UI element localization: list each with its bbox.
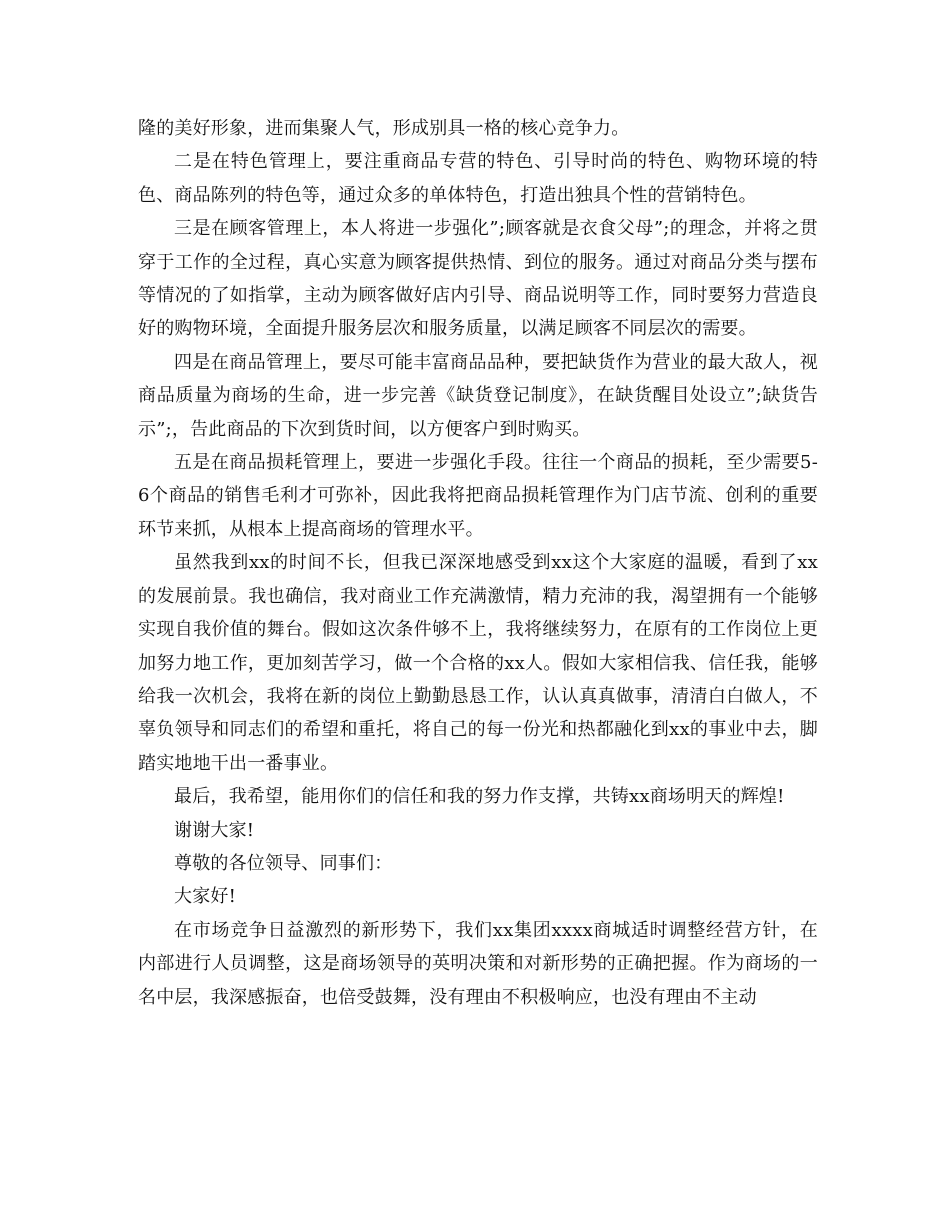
paragraph-11: 在市场竞争日益激烈的新形势下，我们xx集团xxxx商城适时调整经营方针，在内部进行人员调整，这是商场领导的英明决策和对新形势的正确把握。作为商场的一名中层，我深感振奋，也倍受鼓舞，没有理由不积极响应，也没有理由不主动 (138, 919, 818, 1008)
paragraph-2: 二是在特色管理上，要注重商品专营的特色、引导时尚的特色、购物环境的特色、商品陈列的特色等，通过众多的单体特色，打造出独具个性的营销特色。 (138, 151, 818, 206)
paragraph-5: 五是在商品损耗管理上，要进一步强化手段。往往一个商品的损耗，至少需要5-6个商品的销售毛利才可弥补，因此我将把商品损耗管理作为门店节流、创利的重要环节来抓，从根本上提高商场的管理水平。 (138, 452, 818, 540)
document-body (138, 112, 818, 1014)
paragraph-10: 大家好! (174, 886, 237, 908)
paragraph-9: 尊敬的各位领导、同事们： (174, 852, 393, 874)
paragraph-6: 虽然我到xx的时间不长，但我已深深地感受到xx这个大家庭的温暖，看到了xx的发展前景。我也确信，我对商业工作充满激情，精力充沛的我，渴望拥有一个能够实现自我价值的舞台。假如这次条件够不上，我将继续努力，在原有的工作岗位上更加努力地工作，更加刻苦学习，做一个合格的xx人。假如大家相信我、信任我，能够给我一次机会，我将在新的岗位上勤勤恳恳工作，认认真真做事，清清白白做人，不辜负领导和同志们的希望和重托，将自己的每一份光和热都融化到xx的事业中去，脚踏实地地干出一番事业。 (138, 552, 818, 774)
paragraph-7: 最后，我希望，能用你们的信任和我的努力作支撑，共铸xx商场明天的辉煌! (174, 786, 785, 808)
paragraph-4: 四是在商品管理上，要尽可能丰富商品品种，要把缺货作为营业的最大敌人，视商品质量为商场的生命，进一步完善《缺货登记制度》，在缺货醒目处设立”;缺货告示”;，告此商品的下次到货时间，以方便客户到时购买。 (138, 351, 818, 440)
paragraph-8: 谢谢大家! (174, 819, 255, 841)
paragraph-3: 三是在顾客管理上，本人将进一步强化”;顾客就是衣食父母”;的理念，并将之贯穿于工作的全过程，真心实意为顾客提供热情、到位的服务。通过对商品分类与摆布等情况的了如指掌，主动为顾客做好店内引导、商品说明等工作，同时要努力营造良好的购物环境，全面提升服务层次和服务质量，以满足顾客不同层次的需要。 (138, 218, 818, 340)
paragraph-1: 隆的美好形象，进而集聚人气，形成别具一格的核心竞争力。 (138, 118, 630, 139)
